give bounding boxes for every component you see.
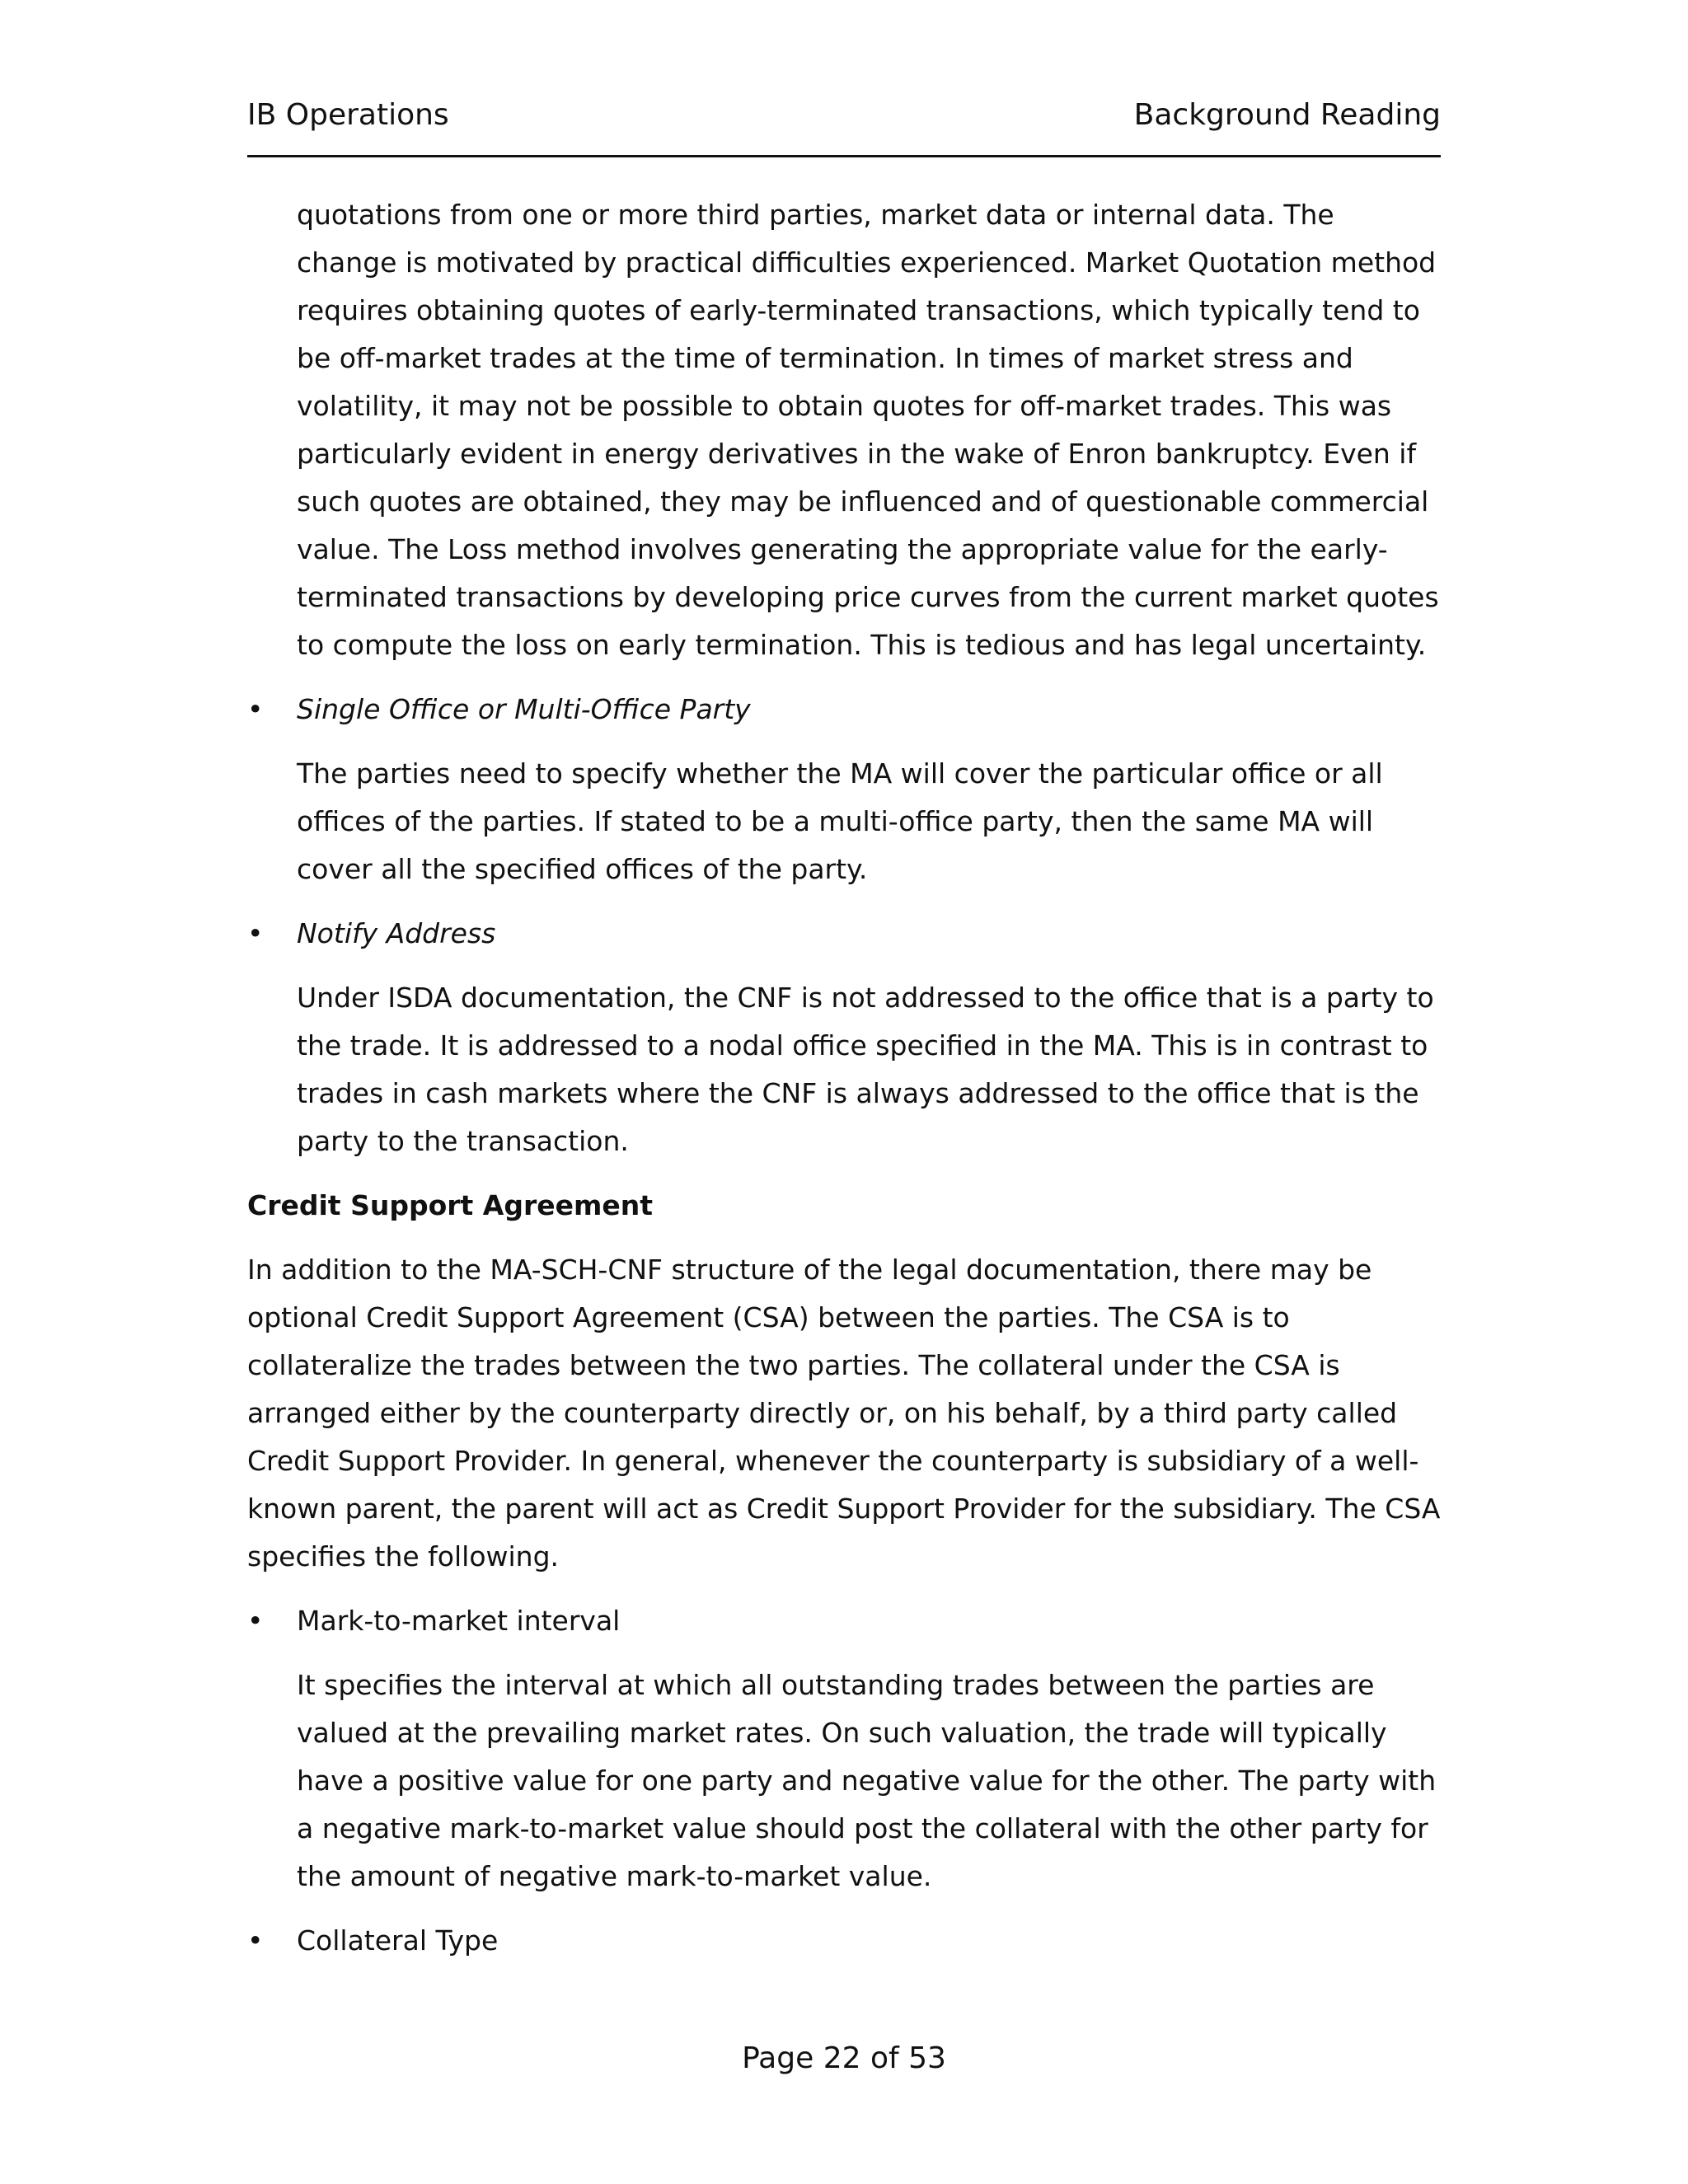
section-heading: Credit Support Agreement <box>247 1189 654 1221</box>
bullet-item-collateral-type <box>247 1917 1441 1965</box>
mtm-paragraph: It specifies the interval at which all outstanding trades between the parties are valued at the prevailing market rates. On such valuation, the trade will typically have a positive value for one party and negative value for the other. The party with a negative mark-to-market value should post the collateral with the other party for the amount of negative mark-to-market value. <box>297 1669 1437 1892</box>
bullet-label: Notify Address <box>297 917 496 949</box>
bullet-item-notify-address <box>247 910 1441 958</box>
continued-paragraph: quotations from one or more third parties, market data or internal data. The change is motivated by practical difficulties experienced. Market Quotation method requires obtaining quotes of early-terminated transactions, which typically tend to be off-market trades at the time of termination. In times of market stress and volatility, it may not be possible to obtain quotes for off-market trades. This was particularly evident in energy derivatives in the wake of Enron bankruptcy. Even if such quotes are obtained, they may be influenced and of questionable commercial value. The Loss method involves generating the appropriate value for the early-terminated transactions by developing price curves from the current market quotes to compute the loss on early termination. This is tedious and has legal uncertainty. <box>297 199 1439 661</box>
header-title-right: Background Reading <box>1133 98 1441 132</box>
page-content <box>247 191 1441 1981</box>
bullet-label: Single Office or Multi-Office Party <box>297 693 751 725</box>
single-office-paragraph: The parties need to specify whether the MA will cover the particular office or all offices of the parties. If stated to be a multi-office party, then the same MA will cover all the specified offices of the party. <box>297 757 1383 885</box>
page-header <box>247 97 1441 157</box>
notify-address-paragraph: Under ISDA documentation, the CNF is not addressed to the office that is a party to the trade. It is addressed to a nodal office specified in the MA. This is in contrast to trades in cash markets where the CNF is always addressed to the office that is the party to the transaction. <box>297 982 1434 1157</box>
bullet-label: Mark-to-market interval <box>297 1605 621 1637</box>
bullet-label: Collateral Type <box>297 1924 499 1957</box>
bullet-icon: • <box>247 693 264 725</box>
header-title-left: IB Operations <box>247 98 449 132</box>
bullet-icon: • <box>247 917 264 949</box>
bullet-item-single-office <box>247 686 1441 733</box>
bullet-icon: • <box>247 1924 264 1957</box>
csa-paragraph: In addition to the MA-SCH-CNF structure of the legal documentation, there may be optional Credit Support Agreement (CSA) between the parties. The CSA is to collateralize the trades between the two parties. The collateral under the CSA is arranged either by the counterparty directly or, on his behalf, by a third party called Credit Support Provider. In general, whenever the counterparty is subsidiary of a well-known parent, the parent will act as Credit Support Provider for the subsidiary. The CSA specifies the following. <box>247 1254 1441 1572</box>
bullet-icon: • <box>247 1605 264 1637</box>
header-divider <box>247 155 1441 157</box>
page-number: Page 22 of 53 <box>742 2041 946 2075</box>
bullet-item-mtm-interval <box>247 1597 1441 1645</box>
